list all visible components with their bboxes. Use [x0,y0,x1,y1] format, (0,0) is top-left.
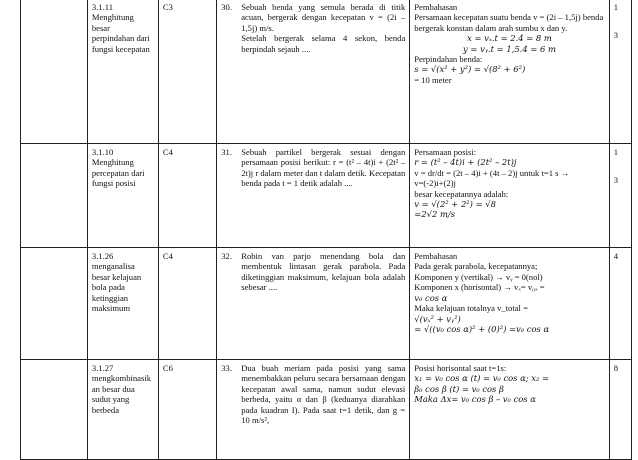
indicator-text: besar kelajuan [91,271,142,282]
answer-formula: v₀ cos α [414,292,448,303]
score-cell [609,360,631,460]
indicator-text: fungsi kecepatan [91,43,150,54]
answer-cell [410,0,609,144]
blank-cell [21,0,88,144]
indicator-text: perpindahan dari [91,33,150,44]
blank-cell [21,144,88,248]
indicator-text: menganalisa [91,261,135,272]
answer-line: besar kecepatannya adalah: [414,188,509,199]
indicator-text: sudut yang [91,394,130,405]
answer-line: Maka kelajuan totalnya v_total = [414,303,528,314]
answer-line: Komponen y (vertikal) → vᵧ = 0(nol) [414,271,543,282]
blank-cell [21,360,88,460]
answer-cell [410,144,609,248]
answer-formula: Maka Δx= v₀ cos β – v₀ cos α [414,393,536,404]
question-number: 31. [221,147,232,157]
answer-formula: r = (t² – 4t)i + (2t² – 2t)j [414,157,517,168]
question-text: Setelah bergerak selama 4 sekon, benda berpindah sejauh .... [241,33,406,54]
indicator-text: an besar dua [91,383,135,394]
table-row [21,0,632,144]
answer-line: Komponen x (horisontal) → vₓ= v₀ₓ = [414,282,545,293]
indicator-text: Menghitung [91,12,134,23]
question-text: Sebuah partikel bergerak sesuai dengan persamaan posisi berikut: r = (t² – 4t)i + (2t² – 2t)j r dalam meter dan t dalam detik. Kecepatan benda pada t = 1 detik adalah .... [241,147,406,189]
answer-cell [410,360,609,460]
cognitive-level: C6 [158,360,216,460]
indicator-cell [87,248,158,360]
answer-line: v = dr/dt = (2t – 4)i + (4t – 2)j untuk t=1 s → [414,167,570,178]
indicator-text: maksimum [91,303,131,314]
blank-cell [21,248,88,360]
question-cell [217,144,410,248]
cognitive-level: C3 [158,0,216,144]
answer-line: = 10 meter [414,74,452,85]
indicator-text: bola pada [91,282,125,293]
indicator-text: Menghitung [91,157,134,168]
score-cell [609,248,631,360]
indicator-text: berbeda [91,404,120,415]
answer-formula: β₀ cos β (t) = v₀ cos β [414,383,504,394]
answer-formula: y = vᵧ.t = 1,5.4 = 6 m [463,43,556,54]
question-text: Dua buah meriam pada posisi yang sama menembakkan peluru secara bersamaan dengan kecepatan awal sama, namun sudut elevasi berbeda, yaitu α dan β (keduanya diarahkan pada kuadran I). Pada saat t=1 detik, dan g = 10 m/s², [241,363,406,426]
indicator-text: fungsi posisi [91,178,136,189]
answer-line: Persamaan posisi: [414,147,477,157]
question-number: 32. [221,251,232,261]
score-value: 3 [613,175,618,186]
score-value: 1 [613,2,618,12]
indicator-text: percepatan dari [91,167,145,178]
answer-formula: =2√2 m/s [414,209,455,220]
score-cell [609,0,631,144]
question-number: 33. [221,363,232,373]
question-number: 30. [221,2,232,12]
cognitive-level: C4 [158,144,216,248]
answer-line: Persamaan kecepatan suatu benda v = (2i – 1,5j) benda bergerak konstan dalam arah sumbu x dan y. [414,12,604,33]
answer-key-table [20,0,632,460]
indicator-code: 3.1.11 [91,2,113,12]
indicator-text: ketinggian [91,292,129,303]
question-cell [217,360,410,460]
question-cell [217,248,410,360]
answer-formula: = √((v₀ cos α)² + (0)²) =v₀ cos α [414,323,550,334]
question-cell [217,0,410,144]
answer-formula: x = vₓ.t = 2.4 = 8 m [467,33,552,44]
table-row [21,144,632,248]
indicator-code: 3.1.27 [91,363,114,373]
score-value: 8 [613,363,618,373]
indicator-text: mengkombinasik [91,373,152,384]
answer-line: v=(-2)i+(2)j [414,178,456,189]
cognitive-level: C4 [158,248,216,360]
table-row [21,360,632,460]
answer-line: Perpindahan benda: [414,53,483,64]
answer-line: Pada gerak parabola, kecepatannya; [414,261,538,272]
indicator-code: 3.1.10 [91,147,114,157]
question-text: Sebuah benda yang semula berada di titik acuan, bergerak dengan kecepatan v = (2i – 1,5j) m/s. [241,2,406,33]
indicator-text: besar [91,22,110,33]
indicator-cell [87,0,158,144]
question-text: Robin van parjo menendang bola dan membentuk lintasan gerak parabola. Pada diketinggian maksimum, kelajuan bola adalah sebesar .... [241,251,406,293]
answer-line: Pembahasan [414,251,458,261]
answer-formula: √(vₓ² + vᵧ²) [414,313,461,324]
answer-line: Posisi horisontal saat t=1s: [414,363,507,373]
answer-formula: x₁ = v₀ cos α (t) = v₀ cos α; x₂ = [414,373,550,384]
answer-formula: s = √(x² + y²) = √(8² + 6²) [414,64,526,75]
answer-formula: v = √(2² + 2²) = √8 [414,199,496,210]
score-cell [609,144,631,248]
indicator-cell [87,360,158,460]
answer-cell [410,248,609,360]
table-row [21,248,632,360]
indicator-code: 3.1.26 [91,251,114,261]
score-value: 1 [613,147,618,157]
answer-line: Pembahasan [414,2,458,12]
score-value: 3 [613,30,618,41]
indicator-cell [87,144,158,248]
score-value: 4 [613,251,618,261]
